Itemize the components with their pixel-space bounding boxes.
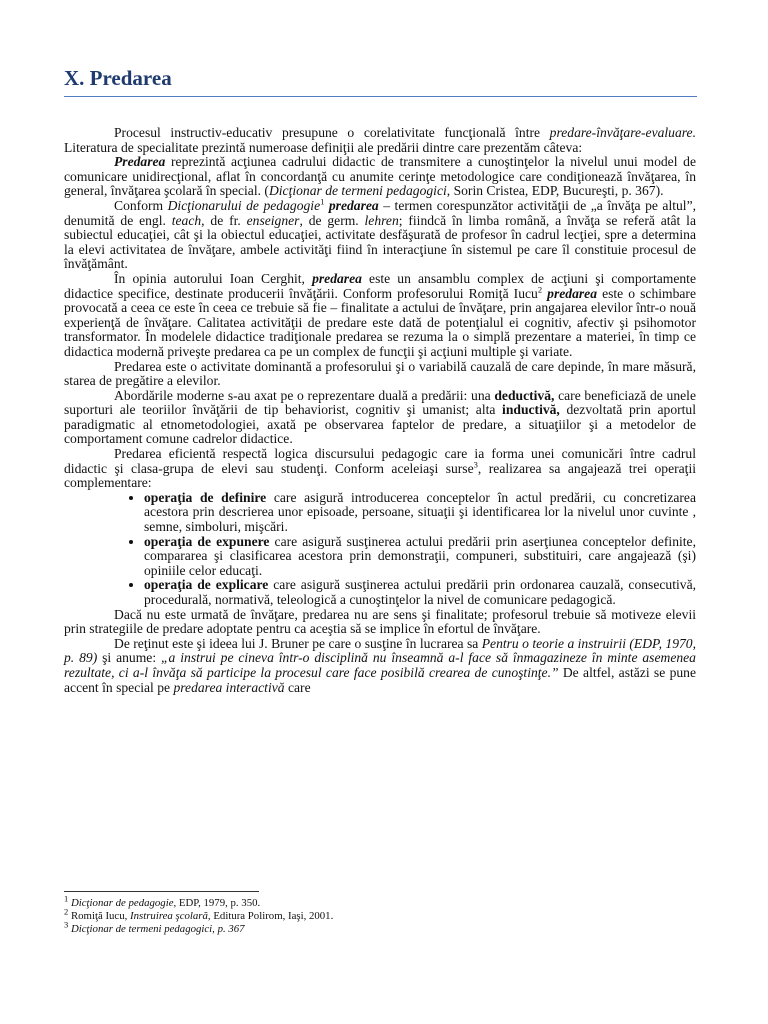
- text-run: , realizarea sa angajează trei operaţii complementare:: [64, 460, 696, 491]
- footnote-1: [64, 893, 696, 910]
- title-underline: [64, 96, 697, 97]
- bold-italic-run: predarea: [547, 285, 597, 301]
- text-run: , de fr.: [201, 212, 247, 228]
- list-item: [144, 535, 696, 579]
- text-run: care asigură susţinerea actului predării prin ordonarea cauzală, consecutivă, procedurală, normativă, teleologică a cunoştinţelor la nivel de comunicare pedagogică.: [144, 577, 696, 607]
- footnote-3: [64, 919, 696, 936]
- italic-run: lehren: [364, 212, 399, 228]
- footnote-ref-3[interactable]: 3: [473, 459, 478, 470]
- bold-italic-run: predarea: [324, 197, 379, 213]
- operations-list: [64, 491, 696, 608]
- text-run: care asigură introducerea conceptelor în actul predării, cu concretizarea acestora prin descrierea unor episoade, persoane, situaţii şi identificarea lor la nivelul unor cuvinte , semne, simboluri, mişcări.: [144, 489, 696, 535]
- text-run: care asigură susţinerea actului predării prin aserţiunea conceptelor definite, compararea şi clasificarea acestora prin demonstraţii, compuneri, substituiri, care angajează (şi) opiniile celor educaţi.: [144, 533, 696, 578]
- italic-run: Pentru o teorie a instruirii (EDP, 1970, p. 89): [64, 635, 696, 666]
- list-item: [144, 578, 696, 607]
- text-run: şi anume:: [97, 650, 161, 666]
- paragraph-5: Predarea este o activitate dominantă a profesorului şi o variabilă cauzală de care depinde, în mare măsură, starea de pregătire a elevilor.: [64, 358, 696, 389]
- italic-run: Dicţionar de termeni pedagogici, p. 367: [70, 923, 245, 935]
- italic-run: teach: [171, 212, 202, 228]
- text-run: dezvoltată prin aportul paradigmatic al etnometodologiei, axată pe observarea faptelor de predare, a situaţiilor şi a metodelor de comportament comune cadrelor didactice.: [64, 402, 697, 447]
- footnote-ref-2[interactable]: 2: [537, 284, 543, 294]
- document-body: [64, 126, 696, 695]
- paragraph-3: [64, 196, 697, 272]
- text-run: În opinia autorului Ioan Cerghit,: [114, 270, 313, 286]
- italic-run: „a instrui pe cineva într-o disciplină nu înseamnă a-l face să înmagazineze în minte asemenea rezultate, ci a-l învăţa să participe la procesul care face posibilă crearea de cunoştinţe.”: [64, 650, 696, 680]
- bold-run: inductivă,: [502, 402, 560, 418]
- paragraph-8: Dacă nu este urmată de învăţare, predarea nu are sens şi finalitate; profesorul trebuie să motiveze elevii prin strategiile de predare adoptate pentru ca aceştia să se implice în efortul de învăţare.: [64, 606, 696, 637]
- paragraph-4: [64, 272, 696, 360]
- italic-run: predare-învăţare-evaluare.: [549, 125, 696, 140]
- text-run: care beneficiază de unele suporturi ale teoriilor învăţării de tip behaviorist, cognitiv şi umanist; alta: [64, 387, 696, 418]
- text-run: , EDP, 1979, p. 350.: [173, 897, 261, 909]
- italic-run: Dicţionarului de pedagogie: [167, 197, 321, 213]
- footnote-number: 1: [64, 893, 69, 904]
- text-run: Conform: [114, 197, 168, 213]
- text-run: Romiţă Iucu,: [70, 910, 131, 922]
- paragraph-2: [64, 155, 696, 199]
- text-run: Predarea eficientă respectă logica discursului pedagogic care ia forma unei comunicări între cadrul didactic şi clasa-grupa de elevi sau studenţi. Conform aceleiaşi surse: [64, 446, 696, 476]
- italic-run: Dicţionar de termeni pedagogici: [268, 183, 447, 199]
- text-run: , Sorin Cristea, EDP, Bucureşti, p. 367).: [446, 183, 664, 199]
- bold-run: operaţia de explicare: [144, 577, 269, 593]
- paragraph-9: [64, 637, 696, 695]
- text-run: , de germ.: [299, 212, 365, 228]
- footnote-separator: [64, 891, 259, 892]
- text-run: reprezintă acţiunea cadrului didactic de transmitere a cunoştinţelor la nivelul unui model de comunicare unidirecţional, aflat în concordanţă cu anumite cerinţe metodologice care condiţionează învăţarea, în general, învăţarea şcolară în special. (: [64, 154, 696, 199]
- text-run: Literatura de specialitate prezintă numeroase definiţii ale predării dintre care prezentăm câteva:: [64, 139, 583, 155]
- italic-run: Dicţionar de pedagogie: [70, 897, 174, 909]
- bold-run: operaţia de definire: [144, 489, 267, 505]
- italic-run: Instruirea şcolară: [130, 910, 208, 922]
- text-run: este un ansamblu complex de acţiuni şi comportamente didactice specifice, destinate producerii învăţării. Conform profesorului Romiţă Iucu: [64, 270, 696, 301]
- bold-run: deductivă,: [494, 387, 555, 403]
- text-run: De reţinut este şi ideea lui J. Bruner pe care o susţine în lucrarea sa: [114, 635, 482, 651]
- text-run: este o schimbare provocată a ceea ce este în ceea ce trebuie să fie – finalitate a actului de învăţare, prin angajarea elevilor într-o nouă experienţă de învăţare. Calitatea activităţii de predare este dată de potenţialul ei cognitiv, afectiv şi psihomotor transformator. În modelele didactice tradiţionale predarea se rezuma la o simplă prezentare a materiei, în timp ce didactica modernă priveşte predarea ca pe un complex de funcţii şi acţiuni multiple şi variate.: [64, 285, 696, 359]
- text-run: Procesul instructiv-educativ presupune o corelativitate funcţională între: [114, 125, 550, 140]
- footnote-2: [64, 906, 696, 923]
- italic-run: predarea interactivă: [173, 679, 285, 695]
- text-run: – termen corespunzător activităţii de „a învăţa pe altul”, denumită de engl.: [64, 197, 697, 228]
- paragraph-6: [64, 389, 696, 447]
- bold-italic-run: predarea: [312, 270, 362, 286]
- italic-run: enseigner: [246, 212, 300, 228]
- text-run: Abordările moderne s-au axat pe o reprezentare duală a predării: una: [114, 387, 495, 403]
- footnotes: [64, 893, 696, 936]
- paragraph-1: [64, 126, 696, 155]
- text-run: De altfel, astăzi se pune accent în special pe: [64, 664, 696, 695]
- footnote-ref-1[interactable]: 1: [320, 196, 325, 207]
- text-run: care: [284, 679, 311, 695]
- bold-italic-run: Predarea: [114, 154, 166, 170]
- bold-run: operaţia de expunere: [144, 533, 270, 549]
- text-run: ; fiindcă în limba română, a învăţa se referă atât la subiectul educaţiei, cât şi la obiectul educaţiei, activitate desfăşurată de profesor în cadrul lecţiei, spre a determina la elevi activitatea de învăţare, ambele activităţi fiind în interacţiune în sistemul pe care îl constituie procesul de învăţământ.: [64, 212, 696, 272]
- footnote-number: 3: [64, 919, 69, 930]
- text-run: , Editura Polirom, Iaşi, 2001.: [207, 910, 334, 922]
- page-title: X. Predarea: [64, 66, 172, 90]
- footnote-number: 2: [64, 906, 69, 917]
- list-item: [144, 491, 696, 535]
- paragraph-7: [64, 447, 696, 491]
